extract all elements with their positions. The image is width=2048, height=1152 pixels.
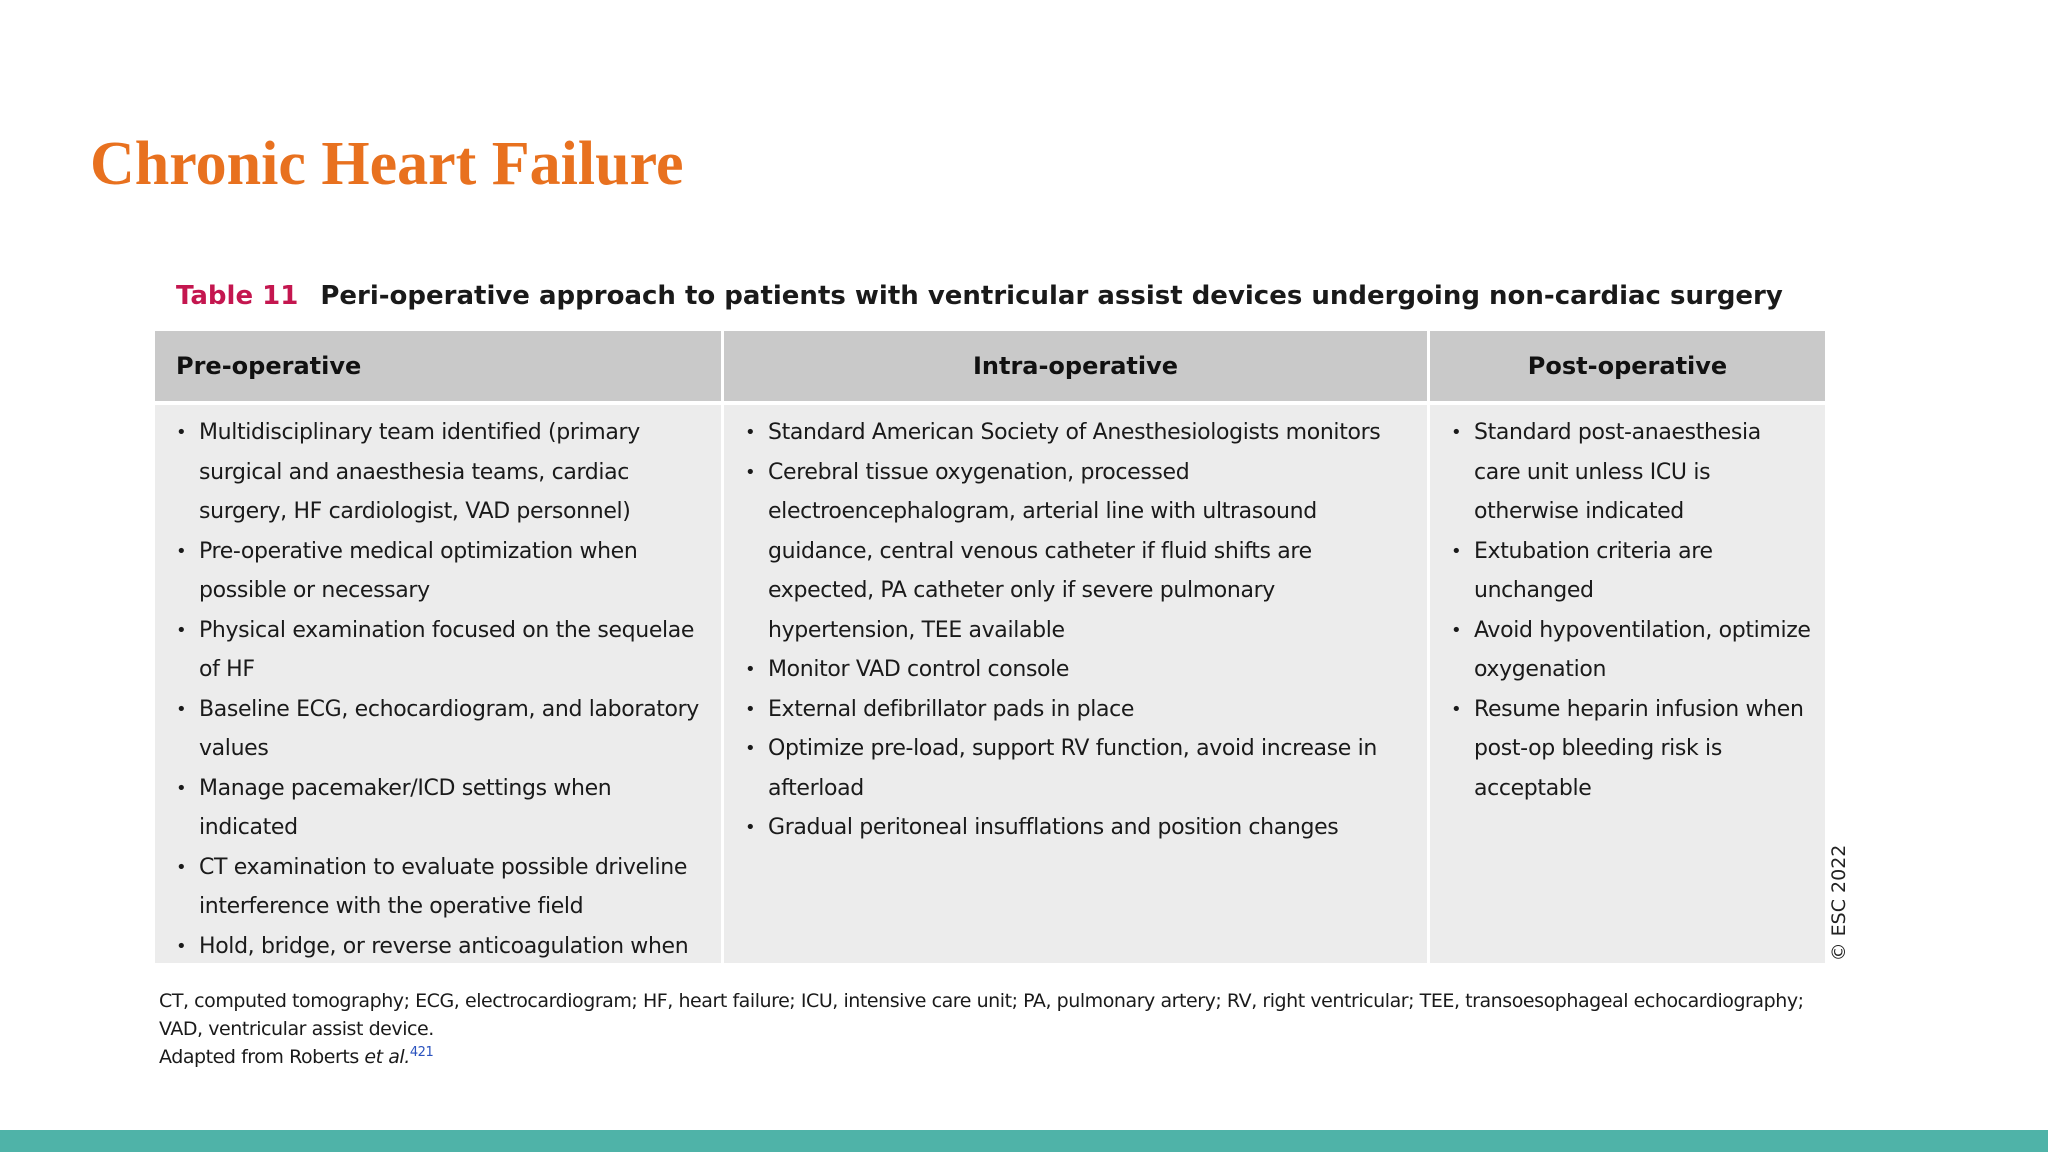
column-header-pre-operative: Pre-operative [155, 331, 721, 401]
pre-operative-list [176, 413, 709, 963]
list-item: • Standard post-anaesthesia care unit unless ICU is otherwise indicated [1451, 413, 1813, 532]
list-item: • Multidisciplinary team identified (primary surgical and anaesthesia teams, cardiac surgery, HF cardiologist, VAD personnel) [176, 413, 709, 532]
source-italic: et al. [364, 1046, 410, 1068]
source-prefix: Adapted from Roberts [159, 1046, 365, 1068]
intra-operative-list [745, 413, 1415, 848]
list-item: • Optimize pre-load, support RV function, avoid increase in afterload [745, 729, 1415, 808]
list-item: • Gradual peritoneal insufflations and position changes [745, 808, 1415, 848]
list-item: • External defibrillator pads in place [745, 690, 1415, 730]
copyright-notice [1825, 843, 1853, 963]
cell-post-operative [1430, 405, 1825, 963]
cell-pre-operative [155, 405, 721, 963]
table-caption-text: Peri-operative approach to patients with ventricular assist devices undergoing non-cardiac surgery [320, 281, 1783, 311]
vad-table [155, 331, 1825, 963]
list-item: • CT examination to evaluate possible driveline interference with the operative field [176, 848, 709, 927]
list-item: • Manage pacemaker/ICD settings when indicated [176, 769, 709, 848]
list-item: • Avoid hypoventilation, optimize oxygenation [1451, 611, 1813, 690]
table-caption [176, 278, 1783, 314]
bottom-accent-bar [0, 1130, 2048, 1152]
copyright-text: © ESC 2022 [1828, 844, 1850, 962]
cell-intra-operative [724, 405, 1427, 963]
abbreviations-text: CT, computed tomography; ECG, electrocardiogram; HF, heart failure; ICU, intensive care unit; PA, pulmonary artery; RV, right ventricular; TEE, transoesophageal echocardiography; VAD, ventricular assist device. [159, 990, 1804, 1040]
table-footnote [159, 987, 1839, 1071]
list-item: • Monitor VAD control console [745, 650, 1415, 690]
source-citation [159, 1043, 1839, 1071]
slide-title: Chronic Heart Failure [90, 130, 684, 198]
list-item: • Hold, bridge, or reverse anticoagulation when [176, 927, 709, 964]
list-item: • Physical examination focused on the sequelae of HF [176, 611, 709, 690]
column-header-post-operative: Post-operative [1430, 331, 1825, 401]
reference-number[interactable]: 421 [409, 1045, 434, 1060]
post-operative-list [1451, 413, 1813, 808]
list-item: • Extubation criteria are unchanged [1451, 532, 1813, 611]
list-item: • Cerebral tissue oxygenation, processed electroencephalogram, arterial line with ultrasound guidance, central venous catheter if fluid shifts are expected, PA catheter only if severe pulmonary hypertension, TEE available [745, 453, 1415, 651]
list-item: • Baseline ECG, echocardiogram, and laboratory values [176, 690, 709, 769]
table-number: Table 11 [176, 281, 299, 311]
column-header-intra-operative: Intra-operative [724, 331, 1427, 401]
list-item: • Standard American Society of Anesthesiologists monitors [745, 413, 1415, 453]
list-item: • Resume heparin infusion when post-op bleeding risk is acceptable [1451, 690, 1813, 809]
list-item: • Pre-operative medical optimization when possible or necessary [176, 532, 709, 611]
